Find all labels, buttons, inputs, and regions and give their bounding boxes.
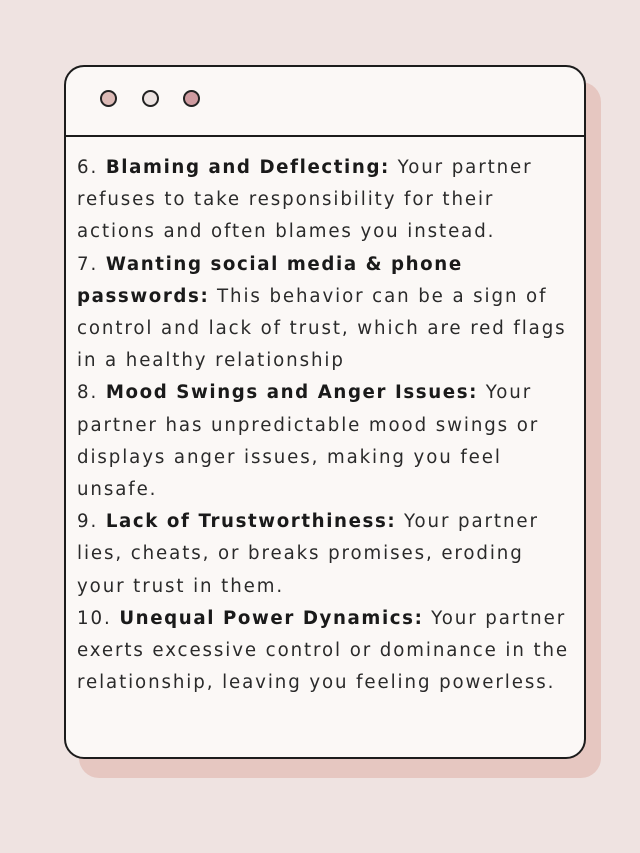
- window-dot-1: [100, 90, 117, 107]
- window-title-bar: [66, 67, 584, 137]
- item-text: Your partner has unpredictable mood swings or displays anger issues, making you feel unsafe.: [77, 382, 540, 501]
- item-number: 9.: [77, 511, 99, 533]
- item-title: Blaming and Deflecting:: [105, 157, 390, 178]
- item-title: Unequal Power Dynamics:: [119, 607, 424, 629]
- item-number: 6.: [77, 157, 99, 178]
- item-text: Your partner refuses to take responsibility for their actions and often blames you instead.: [77, 157, 533, 243]
- list-item: [77, 152, 576, 249]
- window-dot-3: [183, 90, 200, 107]
- content-area: [66, 137, 584, 699]
- item-title: Lack of Trustworthiness:: [105, 511, 397, 533]
- window-dot-2: [142, 90, 159, 107]
- item-number: 8.: [77, 382, 99, 404]
- item-text: Your partner lies, cheats, or breaks promises, eroding your trust in them.: [77, 511, 539, 597]
- list-item: [77, 603, 576, 700]
- browser-window-card: [64, 65, 586, 759]
- item-number: 10.: [77, 607, 112, 629]
- item-text: Your partner exerts excessive control or dominance in the relationship, leaving you feeling powerless.: [77, 607, 570, 694]
- list-item: [77, 377, 576, 506]
- item-number: 7.: [77, 253, 99, 275]
- item-title: Wanting social media & phone passwords:: [77, 253, 463, 307]
- item-text: This behavior can be a sign of control and lack of trust, which are red flags in a healthy relationship: [77, 285, 567, 372]
- item-title: Mood Swings and Anger Issues:: [105, 382, 478, 404]
- list-item: [77, 249, 576, 378]
- list-item: [77, 506, 576, 603]
